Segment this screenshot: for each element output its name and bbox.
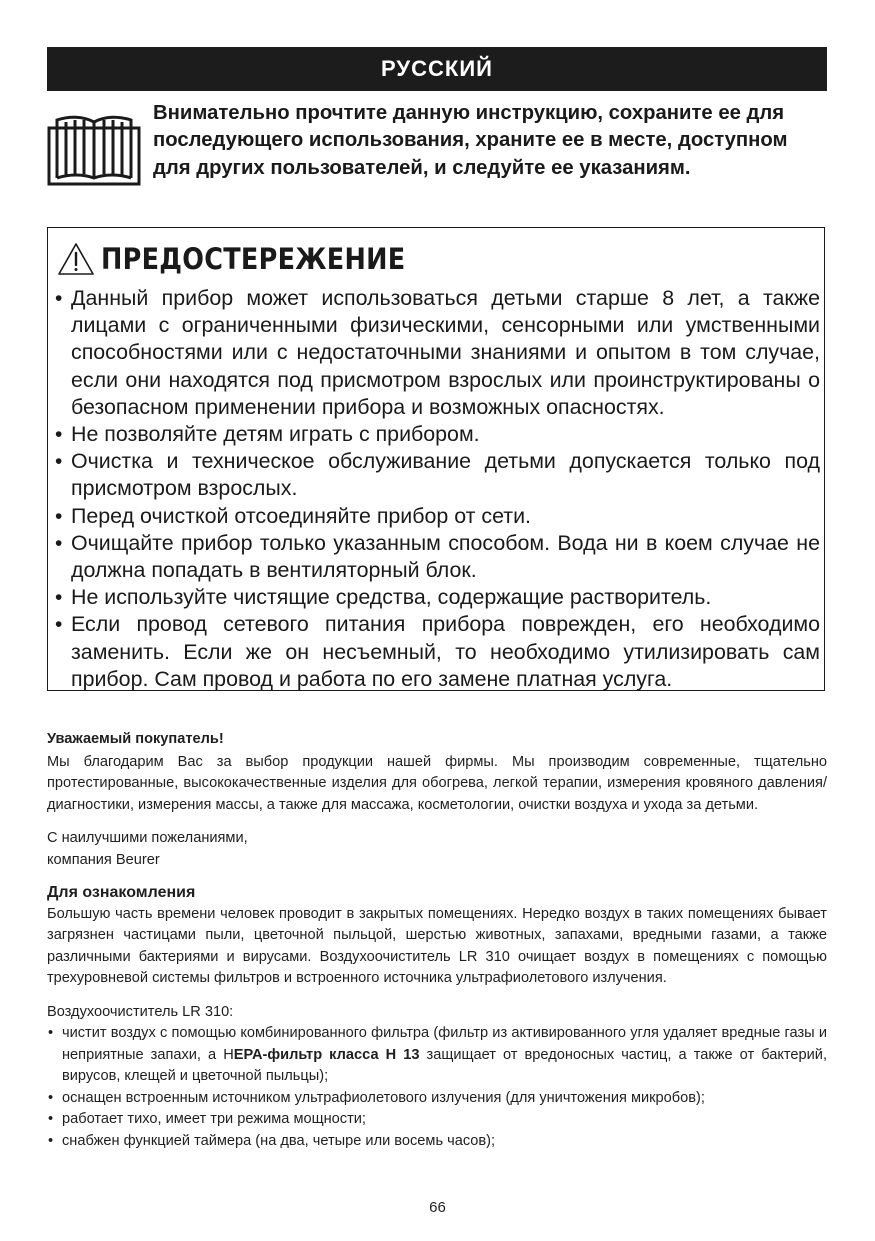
body-content	[47, 729, 827, 1152]
feature-item	[47, 1023, 827, 1088]
warning-item	[54, 448, 820, 502]
bullet: •	[48, 1132, 54, 1149]
warning-item-text: Не используйте чистящие средства, содержащие растворитель.	[71, 585, 712, 610]
filter-class-text: ЕРА-фильтр класса Н 13	[233, 1046, 420, 1063]
feature-text-part: защищает от вредоносных частиц, а также от бактерий, вирусов, клещей и цветочной пыльцы);	[62, 1046, 828, 1084]
warning-header	[57, 239, 447, 279]
feature-item	[47, 1131, 827, 1153]
bullet: •	[48, 1089, 54, 1106]
warning-item	[54, 285, 820, 421]
feature-list	[47, 1023, 827, 1152]
feature-text-part: чистит воздух с помощью комбинированного фильтра (фильтр из активированного угля удаляет вредные газы и неприятные запахи, а Н	[62, 1025, 827, 1063]
greeting-body: Мы благодарим Вас за выбор продукции нашей фирмы. Мы производим современные, тщательно протестированные, высококачественные изделия для обогрева, легкой терапии, измерения кровяного давления/диагностики, измерения массы, а также для массажа, косметологии, очистки воздуха и ухода за детьми.	[47, 753, 827, 813]
bullet: •	[55, 423, 63, 447]
warning-item-text: Очищайте прибор только указанным способом. Вода ни в коем случае не должна попадать в вентиляторный блок.	[71, 530, 820, 583]
company-line: компания Beurer	[47, 851, 160, 868]
language-header	[47, 47, 827, 91]
warning-item-text: Данный прибор может использоваться детьми старше 8 лет, а также лицами с ограниченными физическими, сенсорными или умственными способностями или с недостаточными знаниями и опытом в том случае, если они находятся под присмотром взрослых или проинструктированы о безопасном применении прибора и возможных опасностях.	[71, 286, 820, 419]
warning-item	[54, 421, 820, 448]
page-number: 66	[429, 1199, 446, 1216]
feature-item	[47, 1109, 827, 1131]
bullet: •	[55, 504, 63, 528]
intro-text: Внимательно прочтите данную инструкцию, сохраните ее для последующего использования, храните ее в месте, доступном для других пользователей, и следуйте ее указаниям.	[153, 102, 788, 179]
warning-item	[54, 503, 820, 530]
warning-list	[54, 285, 820, 693]
feature-text: работает тихо, имеет три режима мощности;	[62, 1111, 366, 1127]
warning-title: ПРЕДОСТЕРЕЖЕНИЕ	[101, 242, 406, 276]
device-label: Воздухоочиститель LR 310:	[47, 1003, 234, 1020]
warning-item	[54, 584, 820, 611]
greeting-heading: Уважаемый покупатель!	[47, 731, 224, 747]
language-label: РУССКИЙ	[381, 56, 493, 81]
closing-line: С наилучшими пожеланиями,	[47, 830, 248, 846]
open-book-icon	[47, 112, 141, 186]
warning-item-text: Перед очисткой отсоединяйте прибор от сети.	[71, 503, 531, 528]
bullet: •	[55, 287, 63, 310]
bullet: •	[55, 450, 63, 474]
warning-box	[47, 227, 825, 691]
bullet: •	[48, 1025, 54, 1041]
bullet: •	[48, 1111, 54, 1127]
warning-item	[54, 611, 820, 693]
feature-text: снабжен функцией таймера (на два, четыре или восемь часов);	[62, 1132, 496, 1149]
bullet: •	[55, 613, 63, 637]
section-heading: Для ознакомления	[47, 884, 196, 901]
bullet: •	[55, 531, 63, 555]
warning-item-text: Если провод сетевого питания прибора поврежден, его необходимо заменить. Если же он несъемный, то необходимо утилизировать сам прибор. Сам провод и работа по его замене платная услуга.	[71, 612, 820, 691]
read-instructions-notice	[47, 100, 827, 215]
warning-item-text: Не позволяйте детям играть с прибором.	[71, 422, 480, 447]
feature-item	[47, 1088, 827, 1110]
warning-triangle-icon	[57, 242, 95, 276]
warning-item-text: Очистка и техническое обслуживание детьми допускается только под присмотром взрослых.	[71, 449, 820, 501]
feature-text: оснащен встроенным источником ультрафиолетового излучения (для уничтожения микробов);	[62, 1089, 705, 1106]
bullet: •	[55, 586, 63, 610]
introduction-body: Большую часть времени человек проводит в закрытых помещениях. Нередко воздух в таких помещениях бывает загрязнен частицами пыли, цветочной пыльцой, шерстью животных, запахами, вредными газами, а также различными бактериями и вирусами. Воздухоочиститель LR 310 очищает воздух в помещениях с помощью трехуровневой системы фильтров и встроенного источника ультрафиолетового излучения.	[47, 905, 827, 986]
warning-item	[54, 530, 820, 584]
